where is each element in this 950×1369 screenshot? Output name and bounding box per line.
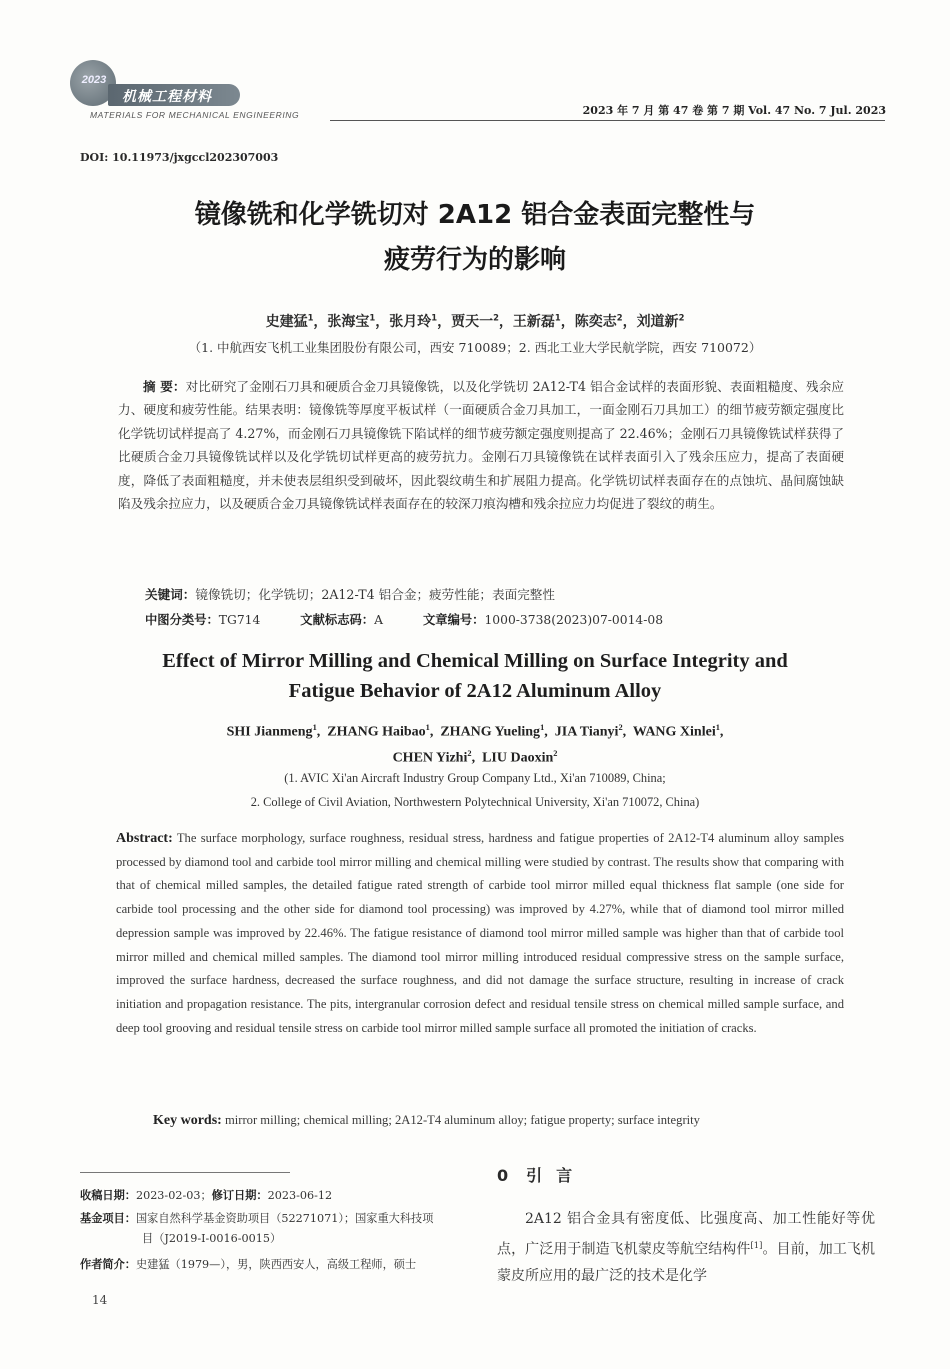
revised-label: 修订日期：	[211, 1189, 268, 1202]
author-mark: 2	[553, 749, 558, 758]
keywords-en-label: Key words:	[153, 1113, 222, 1128]
received-date: 2023-02-03；	[135, 1189, 212, 1202]
citation-ref: [1]	[750, 1240, 763, 1250]
intro-paragraph	[497, 1206, 875, 1289]
section-title-part2: 言	[556, 1166, 573, 1185]
journal-name-cn: 机械工程材料	[122, 89, 212, 105]
abstract-en	[116, 827, 844, 1040]
abstract-en-text: The surface morphology, surface roughness, residual stress, hardness and fatigue properties of 2A12-T4 aluminum alloy samples processed by diamond tool and carbide tool mirror milling and chemical milling were studied by contrast. The results show that comparing with that of chemical milled samples, the detailed fatigue rated strength of carbide tool mirror milled equal thickness flat sample (one side for carbide tool processing and the other side for diamond tool processing) was improved by 4.27%, while that of diamond tool mirror milled depression sample was improved by 22.46%. The fatigue resistance of diamond tool mirror milled sample was higher than that of carbide tool mirror milled and chemical milled samples. The diamond tool mirror milling introduced residual compressive stress on the sample surface, improved the surface hardness, decreased the surface roughness, and did not damage the surface structure, resulting in increase of crack initiation and propagation resistance. The pits, intergranular corrosion defect and residual tensile stress on chemical milled sample surface, and deep tool grooving and residual tensile stress on carbide tool mirror milled sample surface all promoted the initiation of cracks.	[116, 831, 845, 1035]
footnote-author	[80, 1255, 480, 1275]
article-number-value: 1000-3738(2023)07-0014-08	[484, 613, 664, 627]
title-en-line2: Fatigue Behavior of 2A12 Aluminum Alloy	[288, 680, 662, 702]
page-number: 14	[92, 1293, 108, 1307]
intro-text: 2A12 铝合金具有密度低、比强度高、加工性能好等优点，广泛用于制造飞机蒙皮等航空结构件	[497, 1211, 875, 1258]
clc-label: 中图分类号：	[145, 613, 219, 627]
author-cn: 张海宝	[327, 314, 370, 330]
author-en: LIU Daoxin	[482, 750, 554, 766]
footnote-dates	[80, 1186, 480, 1206]
author-cn: 王新磊	[512, 314, 555, 330]
authors-cn: 史建猛$^1$，张海宝$^1$，张月玲$^1$，贾天一$^2$，王新磊$^1$，陈奕志$^2$，刘道新$^2$	[265, 312, 685, 330]
author-cn: 贾天一	[451, 314, 494, 330]
title-en-line1: Effect of Mirror Milling and Chemical Milling on Surface Integrity and	[162, 650, 788, 672]
abstract-cn-text: 对比研究了金刚石刀具和硬质合金刀具镜像铣，以及化学铣切 2A12-T4 铝合金试样的表面形貌、表面粗糙度、残余应力、硬度和疲劳性能。结果表明：镜像铣等厚度平板试样（一面硬质合金刀具加工，一面金刚石刀具加工）的细节疲劳额定强度比化学铣切试样提高了 4.27%，而金刚石刀具镜像铣下陷试样的细节疲劳额定强度则提高了 22.46%；金刚石刀具镜像铣试样获得了比硬质合金刀具镜像铣试样以及化学铣切试样更高的疲劳抗力。金刚石刀具镜像铣在试样表面引入了残余压应力，提高了表面硬度，降低了表面粗糙度，并未使表层组织受到破坏，因此裂纹萌生和扩展阻力提高。化学铣切试样表面存在的点蚀坑、晶间腐蚀缺陷及残余拉应力，以及硬质合金刀具镜像铣试样表面存在的较深刀痕沟槽和残余拉应力均促进了裂纹的萌生。	[118, 379, 844, 512]
section-heading	[497, 1163, 572, 1186]
footnote-rule	[80, 1172, 290, 1173]
fund-label: 基金项目：	[80, 1212, 136, 1225]
classification-line	[145, 610, 663, 628]
fund-text-line1: 国家自然科学基金资助项目（52271071）；国家重大科技项	[135, 1212, 434, 1225]
logo-year: 2023	[81, 74, 107, 86]
author-en: WANG Xinlei	[632, 724, 716, 740]
section-title-part1: 引	[526, 1166, 543, 1185]
author-mark: 2	[616, 312, 623, 323]
authors-en-line1: SHI Jianmeng$^1$, ZHANG Haibao$^1$, ZHANG Yueling$^1$, JIA Tianyi$^2$, WANG Xinlei$^1$,	[226, 723, 724, 740]
author-mark: 2	[678, 312, 685, 323]
doc-code-value: A	[374, 613, 383, 627]
doi: DOI: 10.11973/jxgccl202307003	[80, 151, 279, 164]
intro-text-cont: 。目前，加工飞机蒙皮所应用的最广泛的技术是化学	[497, 1241, 876, 1284]
author-en: JIA Tianyi	[554, 724, 619, 740]
article-number-label: 文章编号：	[422, 613, 485, 627]
issue-info: 2023 年 7 月 第 47 卷 第 7 期 Vol. 47 No. 7 Jul. 2023	[582, 104, 886, 117]
keywords-cn-label: 关键词：	[145, 587, 196, 602]
affiliation-en-line2: 2. College of Civil Aviation, Northwestern Polytechnical University, Xi'an 710072, China)	[250, 795, 700, 809]
author-en: ZHANG Haibao	[327, 724, 426, 740]
author-bio-label: 作者简介：	[80, 1258, 136, 1271]
keywords-en-text: mirror milling; chemical milling; 2A12-T4 aluminum alloy; fatigue property; surface integrity	[224, 1113, 700, 1127]
journal-name-en: MATERIALS FOR MECHANICAL ENGINEERING	[90, 110, 300, 120]
author-cn: 张月玲	[389, 314, 432, 330]
author-cn: 史建猛	[265, 314, 308, 330]
abstract-cn-label: 摘 要：	[143, 379, 186, 394]
abstract-en-label: Abstract:	[116, 831, 173, 846]
author-en: ZHANG Yueling	[440, 724, 541, 740]
received-label: 收稿日期：	[80, 1189, 136, 1202]
section-number: 0	[497, 1166, 509, 1185]
abstract-cn	[118, 375, 844, 515]
author-mark: 2	[493, 312, 499, 323]
author-mark: 1	[431, 312, 438, 323]
authors-en-line2: CHEN Yizhi$^2$, LIU Daoxin$^2$	[392, 749, 558, 766]
author-mark: 1	[307, 312, 314, 323]
author-cn: 陈奕志	[574, 314, 617, 330]
author-cn: 刘道新	[636, 314, 679, 330]
footnote-fund	[80, 1209, 480, 1249]
title-cn-line2: 疲劳行为的影响	[383, 245, 566, 275]
clc-value: TG714	[218, 613, 261, 627]
title-cn-line1: 镜像铣和化学铣切对 2A12 铝合金表面完整性与	[194, 200, 756, 230]
keywords-en	[153, 1113, 700, 1129]
affiliation-cn: （1. 中航西安飞机工业集团股份有限公司，西安 710089；2. 西北工业大学民航学院，西安 710072）	[188, 340, 762, 355]
revised-date: 2023-06-12	[267, 1189, 333, 1202]
author-mark: 2	[618, 723, 623, 732]
author-mark: 1	[425, 723, 430, 732]
author-mark: 2	[467, 749, 472, 758]
author-mark: 1	[554, 312, 561, 323]
author-en: CHEN Yizhi	[392, 750, 468, 766]
doc-code-label: 文献标志码：	[300, 613, 375, 627]
keywords-cn	[145, 584, 555, 603]
header-rule	[330, 120, 885, 121]
author-bio-text: 史建猛（1979—），男，陕西西安人，高级工程师，硕士	[135, 1258, 417, 1271]
author-en: SHI Jianmeng	[226, 724, 313, 740]
author-mark: 1	[540, 723, 545, 732]
author-mark: 1	[312, 723, 317, 732]
fund-text-line2: 目（J2019-I-0016-0015）	[142, 1232, 282, 1245]
author-mark: 1	[715, 723, 720, 732]
keywords-cn-text: 镜像铣切；化学铣切；2A12-T4 铝合金；疲劳性能；表面完整性	[195, 587, 555, 602]
author-mark: 1	[369, 312, 376, 323]
affiliation-en-line1: (1. AVIC Xi'an Aircraft Industry Group Company Ltd., Xi'an 710089, China;	[284, 771, 666, 785]
